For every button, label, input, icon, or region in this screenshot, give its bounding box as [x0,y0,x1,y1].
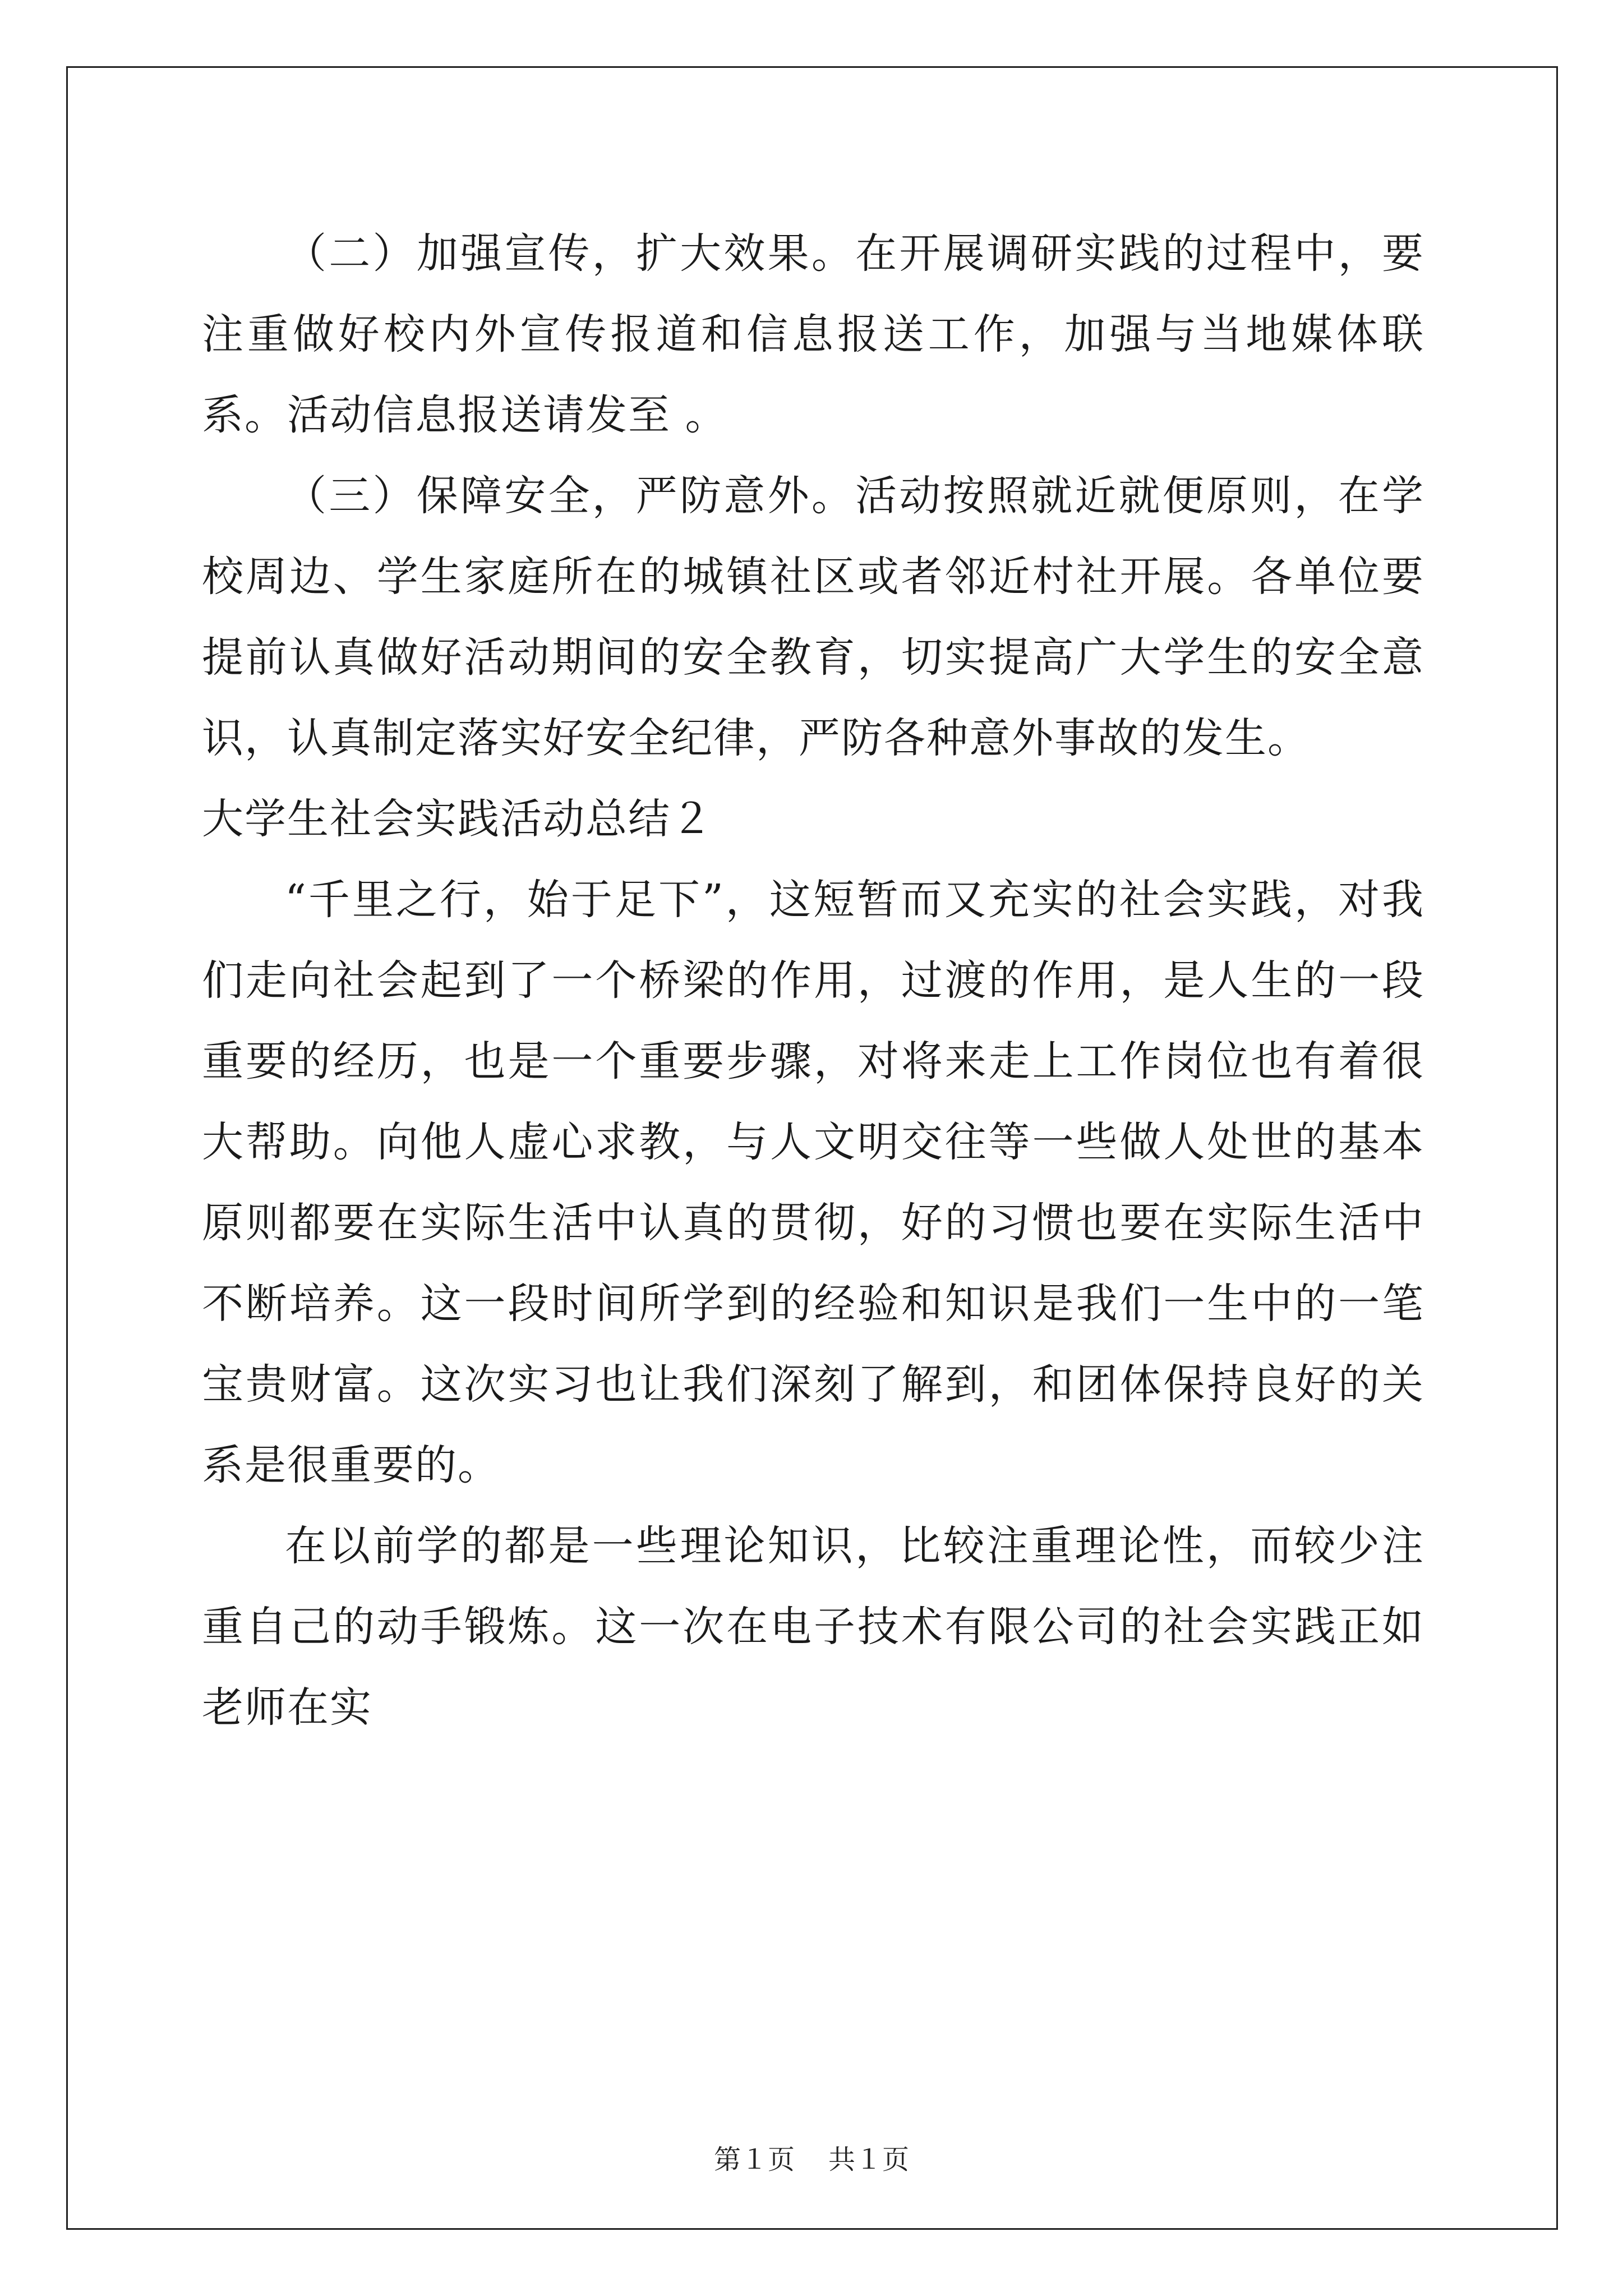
paragraph-summary-practice: 在以前学的都是一些理论知识，比较注重理论性，而较少注重自己的动手锻炼。这一次在电子技术有限公司的社会实践正如老师在实 [202,1522,1424,1732]
paragraph-safety: （三）保障安全，严防意外。活动按照就近就便原则，在学校周边、学生家庭所在的城镇社区或者邻近村社开展。各单位要提前认真做好活动期间的安全教育，切实提高广大学生的安全意识，认真制定落实好安全纪律，严防各种意外事故的发生。 [202,472,1424,762]
paragraph-summary-intro: “千里之行，始于足下”，这短暂而又充实的社会实践，对我们走向社会起到了一个桥梁的作用，过渡的作用，是人生的一段重要的经历，也是一个重要步骤，对将来走上工作岗位也有着很大帮助。向他人虚心求教，与人文明交往等一些做人处世的基本原则都要在实际生活中认真的贯彻，好的习惯也要在实际生活中不断培养。这一段时间所学到的经验和知识是我们一生中的一笔宝贵财富。这次实习也让我们深刻了解到，和团体保持良好的关系是很重要的。 [202,876,1424,1489]
section-heading: 大学生社会实践活动总结２ [202,795,713,843]
document-body [202,213,1424,1748]
page-footer [0,2143,1623,2177]
paragraph-publicity: （二）加强宣传，扩大效果。在开展调研实践的过程中，要注重做好校内外宣传报道和信息报送工作，加强与当地媒体联系。活动信息报送请发至 。 [202,229,1424,439]
page-number-current: 第１页 [713,2144,795,2175]
page-number-total: 共１页 [828,2144,910,2175]
